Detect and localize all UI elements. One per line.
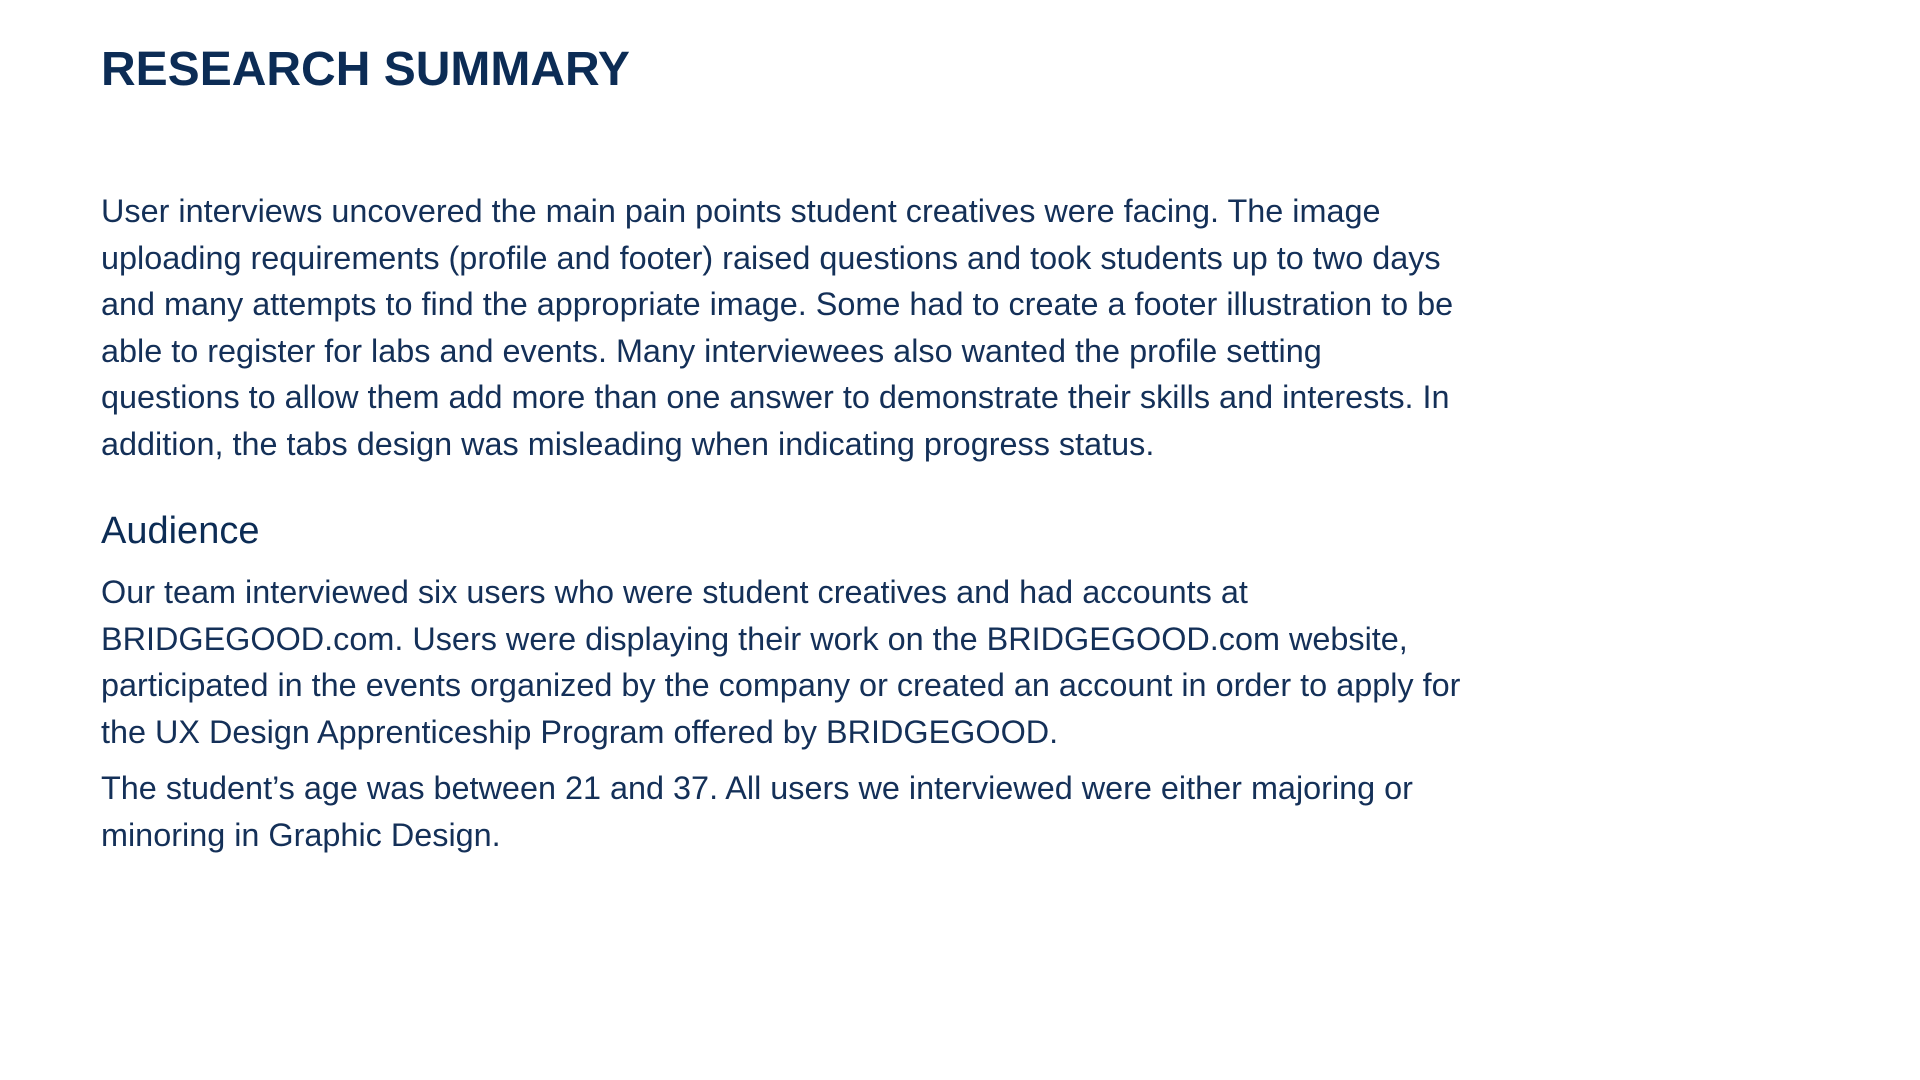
audience-paragraph-1: Our team interviewed six users who were student creatives and had accounts at BRIDGEGOOD.com. Users were displaying their work on the BRIDGEGOOD.com website, participated in the events organized by the company or created an account in order to apply for the UX Design Apprenticeship Program offered by BRIDGEGOOD. <box>101 574 1461 750</box>
document-content <box>101 40 1461 858</box>
audience-heading: Audience <box>101 510 260 552</box>
audience-paragraph-2: The student’s age was between 21 and 37. All users we interviewed were either majoring or minoring in Graphic Design. <box>101 770 1413 853</box>
summary-paragraph: User interviews uncovered the main pain points student creatives were facing. The image uploading requirements (profile and footer) raised questions and took students up to two days and many attempts to find the appropriate image. Some had to create a footer illustration to be able to register for labs and events. Many interviewees also wanted the profile setting questions to allow them add more than one answer to demonstrate their skills and interests. In addition, the tabs design was misleading when indicating progress status. <box>101 193 1454 462</box>
page-title: RESEARCH SUMMARY <box>101 43 630 96</box>
